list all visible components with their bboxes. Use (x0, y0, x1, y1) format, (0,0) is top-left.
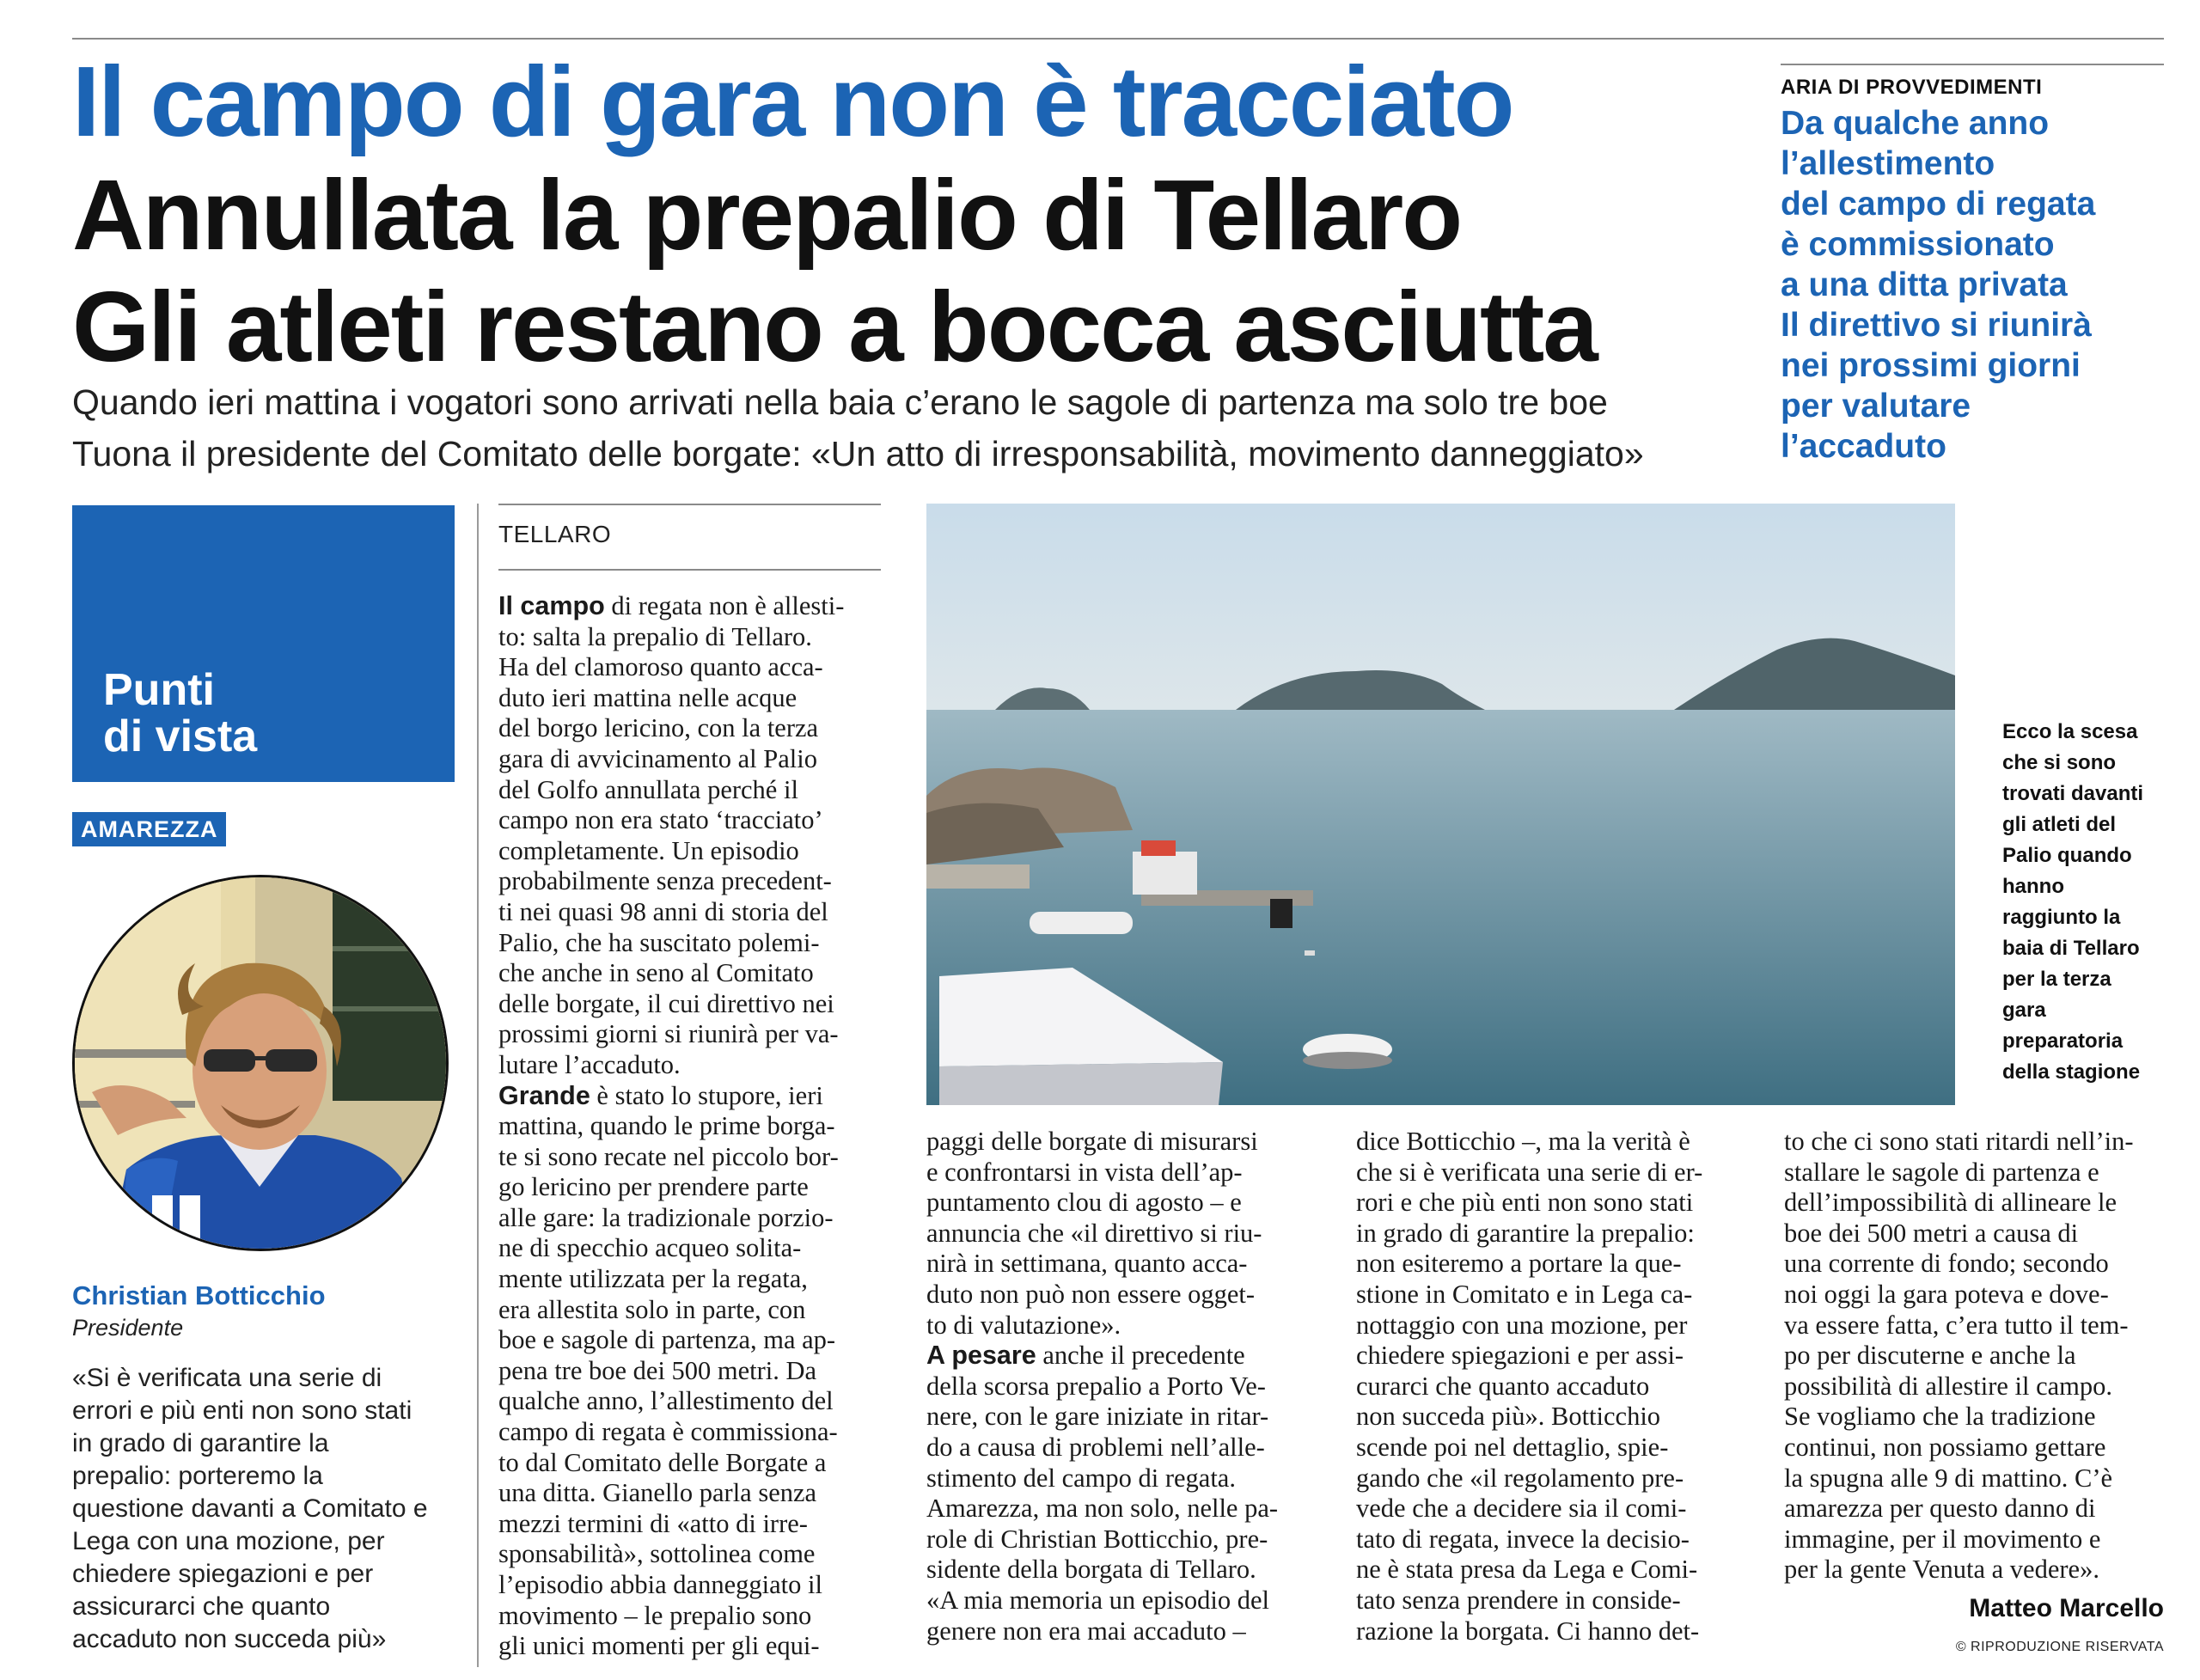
article-line (498, 897, 881, 928)
article-line-text: to di valutazione». (926, 1310, 1121, 1340)
article-line (498, 1386, 881, 1417)
article-line (1784, 1249, 2166, 1280)
article-line-text: nere, con le gare iniziate in ritar- (926, 1402, 1269, 1432)
article-line-text: ti nei quasi 98 anni di storia del (498, 896, 828, 926)
article-line-text: pena tre boe dei 500 metri. Da (498, 1355, 817, 1385)
article-line-text: del borgo lericino, con la terza (498, 713, 819, 743)
article-line (498, 1356, 881, 1387)
article-line-text: completamente. Un episodio (498, 835, 799, 865)
article-line-text: noi oggi la gara poteva e dove- (1784, 1279, 2109, 1309)
quote-line: prepalio: porteremo la (72, 1462, 323, 1490)
article-line-text: annuncia che «il direttivo si riu- (926, 1218, 1262, 1248)
article-line (1356, 1249, 1739, 1280)
sidebar-box-kicker: ARIA DI PROVVEDIMENTI (1781, 76, 2043, 99)
article-line-text: in grado di garantire la prepalio: (1356, 1218, 1695, 1248)
article-column-1 (498, 591, 881, 1662)
article-line-text: campo di regata è commissiona- (498, 1417, 838, 1447)
dateline-rule-bottom (498, 569, 881, 571)
article-line (498, 1142, 881, 1173)
article-line-text: duto non può non essere ogget- (926, 1279, 1256, 1309)
article-line-text: va essere fatta, c’era tutto il tem- (1784, 1310, 2129, 1340)
photo-caption (2002, 717, 2157, 1088)
article-line (926, 1280, 1309, 1310)
paragraph-lead: A pesare (926, 1341, 1036, 1371)
article-line (1784, 1402, 2166, 1433)
article-line (498, 1172, 881, 1203)
article-line (1784, 1127, 2166, 1158)
quote-line: assicurarci che quanto (72, 1592, 331, 1621)
article-line (498, 1203, 881, 1234)
caption-line: della stagione (2002, 1060, 2141, 1084)
sidebar-box-rule (1781, 64, 2164, 65)
article-line (498, 1081, 881, 1112)
article-line-text: per la gente Venuta a vedere». (1784, 1555, 2099, 1585)
caption-line: trovati davanti (2002, 782, 2144, 805)
article-line (1356, 1616, 1739, 1647)
article-line-text: mezzi termini di «atto di irre- (498, 1508, 808, 1538)
article-line (1356, 1371, 1739, 1402)
article-line (1356, 1555, 1739, 1585)
article-line (926, 1371, 1309, 1402)
person-role: Presidente (72, 1315, 184, 1341)
quote-line: Lega con una mozione, per (72, 1527, 385, 1555)
article-line (498, 1631, 881, 1662)
article-line (1356, 1341, 1739, 1371)
article-line-text: paggi delle borgate di misurarsi (926, 1127, 1258, 1156)
article-line (926, 1127, 1309, 1158)
article-column-3 (1356, 1127, 1739, 1646)
article-line (926, 1341, 1309, 1371)
article-line (498, 744, 881, 775)
article-line (926, 1310, 1309, 1341)
article-line-text: scende poi nel dettaglio, spie- (1356, 1432, 1669, 1462)
article-line (1784, 1371, 2166, 1402)
article-line-text: genere non era mai accaduto – (926, 1616, 1246, 1646)
article-line-text: qualche anno, l’allestimento del (498, 1386, 834, 1416)
article-line (1784, 1433, 2166, 1463)
article-line-text: la spugna alle 9 di mattino. C’è (1784, 1463, 2113, 1493)
quote-line: «Si è verificata una serie di (72, 1364, 382, 1392)
article-line-text: tato senza prendere in conside- (1356, 1585, 1681, 1615)
sidebar-box-line: è commissionato (1781, 226, 2055, 263)
article-line (498, 805, 881, 836)
article-line-text: sidente della borgata di Tellaro. (926, 1555, 1256, 1585)
article-line (1356, 1524, 1739, 1555)
article-line-text: e confrontarsi in vista dell’ap- (926, 1157, 1243, 1187)
avatar (72, 875, 449, 1251)
article-line (498, 836, 881, 867)
article-line (1356, 1188, 1739, 1219)
caption-line: Palio quando (2002, 844, 2132, 867)
article-line (1356, 1402, 1739, 1433)
harbor-photo (926, 504, 1955, 1105)
article-line (498, 1325, 881, 1356)
subheadline-line-1: Quando ieri mattina i vogatori sono arrivati nella baia c’erano le sagole di partenza ma solo tre boe (72, 382, 1608, 422)
article-line-text: del Golfo annullata perché il (498, 774, 798, 804)
article-line (926, 1494, 1309, 1524)
article-line-text: movimento – le prepalio sono (498, 1600, 812, 1630)
article-line-text: della scorsa prepalio a Porto Ve- (926, 1371, 1266, 1401)
article-line-text: to che ci sono stati ritardi nell’in- (1784, 1127, 2134, 1156)
subheadline-line-2: Tuona il presidente del Comitato delle borgate: «Un atto di irresponsabilità, movimento danneggiato» (72, 434, 1644, 473)
article-line (498, 713, 881, 744)
article-line (498, 1111, 881, 1142)
article-line (1784, 1188, 2166, 1219)
portrait-photo (75, 877, 449, 1251)
quote-line: questione davanti a Comitato e (72, 1494, 428, 1523)
article-line (926, 1616, 1309, 1647)
sidebar-box-line: Il direttivo si riunirà (1781, 307, 2092, 344)
article-photo (926, 504, 1955, 1105)
article-line-text: tato di regata, invece la decisio- (1356, 1524, 1690, 1554)
article-line-text: era allestita solo in parte, con (498, 1294, 806, 1324)
article-line-text: mattina, quando le prime borga- (498, 1111, 835, 1141)
headline-kicker: Il campo di gara non è tracciato (72, 46, 1513, 157)
article-line (1784, 1494, 2166, 1524)
column-divider (477, 504, 479, 1667)
article-line (1784, 1524, 2166, 1555)
article-line-text: vede che a decidere sia il comi- (1356, 1494, 1687, 1524)
article-line (926, 1433, 1309, 1463)
article-line-text: Se vogliamo che la tradizione (1784, 1402, 2096, 1432)
headline-line-3: Gli atleti restano a bocca asciutta (72, 271, 1597, 382)
article-line (1784, 1463, 2166, 1494)
article-line (498, 1295, 881, 1326)
article-line (1784, 1280, 2166, 1310)
article-column-2 (926, 1127, 1309, 1646)
caption-line: preparatoria (2002, 1029, 2124, 1053)
article-line-text: Ha del clamoroso quanto acca- (498, 652, 823, 682)
quote-line: errori e più enti non sono stati (72, 1396, 412, 1425)
article-line-text: una corrente di fondo; secondo (1784, 1249, 2109, 1279)
article-line-text: stallare le sagole di partenza e (1784, 1157, 2099, 1187)
article-line (498, 1570, 881, 1601)
article-line (498, 1417, 881, 1448)
article-line-text: ne è stata presa da Lega e Comi- (1356, 1555, 1698, 1585)
person-name: Christian Botticchio (72, 1280, 326, 1310)
article-line-text: sponsabilità», sottolinea come (498, 1539, 816, 1569)
article-line-text: gara di avvicinamento al Palio (498, 743, 817, 773)
article-line-text: è stato lo stupore, ieri (590, 1080, 823, 1110)
article-line-text: duto ieri mattina nelle acque (498, 682, 798, 712)
article-line-text: boe dei 500 metri a causa di (1784, 1218, 2079, 1248)
caption-line: per la terza (2002, 968, 2111, 991)
article-line-text: anche il precedente (1036, 1341, 1245, 1371)
opinion-section-title (103, 667, 257, 760)
paragraph-lead: Il campo (498, 591, 605, 620)
article-line (1784, 1555, 2166, 1585)
caption-line: baia di Tellaro (2002, 937, 2140, 960)
dateline: TELLARO (498, 521, 612, 547)
article-line (1356, 1280, 1739, 1310)
article-line-text: gando che «il regolamento pre- (1356, 1463, 1684, 1493)
article-line-text: di regata non è allesti- (604, 591, 845, 620)
article-line-text: che anche in seno al Comitato (498, 958, 814, 988)
caption-line: che si sono (2002, 751, 2117, 774)
article-line (498, 1601, 881, 1632)
article-line-text: rori e che più enti non sono stati (1356, 1188, 1694, 1218)
dateline-rule (498, 504, 881, 505)
article-line-text: go lericino per prendere parte (498, 1172, 809, 1202)
article-line (498, 1539, 881, 1570)
quote-line: accaduto non succeda più» (72, 1625, 387, 1653)
article-line (1356, 1219, 1739, 1249)
caption-line: gli atleti del (2002, 813, 2117, 836)
article-line-text: prossimi giorni si riunirà per va- (498, 1019, 839, 1049)
article-line (926, 1158, 1309, 1188)
article-line (1356, 1158, 1739, 1188)
caption-line: raggiunto la (2002, 906, 2121, 929)
article-line-text: non succeda più». Botticchio (1356, 1402, 1661, 1432)
article-line-text: ne di specchio acqueo solita- (498, 1233, 802, 1263)
article-line-text: non esiteremo a portare la que- (1356, 1249, 1682, 1279)
article-line-text: campo non era stato ‘tracciato’ (498, 805, 823, 835)
article-line (1784, 1219, 2166, 1249)
opinion-section-header (72, 505, 455, 782)
article-line-text: chiedere spiegazioni e per assi- (1356, 1341, 1684, 1371)
article-line-text: delle borgate, il cui direttivo nei (498, 988, 834, 1018)
caption-line: hanno (2002, 875, 2064, 898)
article-line-text: stimento del campo di regata. (926, 1463, 1236, 1493)
opinion-section-title-line-1: Punti (103, 665, 215, 715)
article-line (1356, 1463, 1739, 1494)
article-line (1784, 1310, 2166, 1341)
article-line-text: che si è verificata una serie di er- (1356, 1157, 1703, 1187)
article-line (1784, 1341, 2166, 1371)
article-line (498, 1448, 881, 1479)
article-line-text: nottaggio con una mozione, per (1356, 1310, 1688, 1340)
article-line-text: l’episodio abbia danneggiato il (498, 1570, 822, 1599)
author-byline: Matteo Marcello (1969, 1594, 2164, 1622)
article-line-text: gli unici momenti per gli equi- (498, 1631, 820, 1661)
article-line (498, 928, 881, 959)
quote-line: chiedere spiegazioni e per (72, 1560, 374, 1588)
article-line-text: amarezza per questo danno di (1784, 1494, 2096, 1524)
article-line-text: possibilità di allestire il campo. (1784, 1371, 2113, 1401)
sidebar-box-line: del campo di regata (1781, 186, 2096, 223)
article-line (926, 1524, 1309, 1555)
article-line-text: to: salta la prepalio di Tellaro. (498, 621, 812, 651)
article-line (926, 1402, 1309, 1433)
article-line (1356, 1433, 1739, 1463)
opinion-tag: AMAREZZA (72, 812, 226, 846)
article-line (498, 1050, 881, 1081)
article-line (1356, 1585, 1739, 1616)
article-line-text: continui, non possiamo gettare (1784, 1432, 2106, 1462)
article-line-text: razione la borgata. Ci hanno det- (1356, 1616, 1700, 1646)
copyright-notice: © RIPRODUZIONE RISERVATA (1955, 1640, 2164, 1654)
article-column-4 (1784, 1127, 2166, 1585)
article-line (1784, 1158, 2166, 1188)
article-line (498, 652, 881, 683)
article-line-text: nirà in settimana, quanto acca- (926, 1249, 1248, 1279)
article-line-text: stione in Comitato e in Lega ca- (1356, 1279, 1693, 1309)
headline-line-2: Annullata la prepalio di Tellaro (72, 159, 1462, 271)
article-line (926, 1585, 1309, 1616)
opinion-quote (72, 1362, 455, 1656)
article-line (926, 1555, 1309, 1585)
top-rule (72, 38, 2164, 40)
article-line (498, 866, 881, 897)
article-line-text: Palio, che ha suscitato polemi- (498, 927, 820, 957)
article-line-text: to dal Comitato delle Borgate a (498, 1447, 827, 1477)
article-line (498, 591, 881, 622)
quote-line: in grado di garantire la (72, 1429, 329, 1457)
article-line-text: do a causa di problemi nell’alle- (926, 1432, 1265, 1462)
paragraph-lead: Grande (498, 1080, 590, 1110)
sidebar-box-line: l’allestimento (1781, 145, 1995, 182)
article-line-text: probabilmente senza precedent- (498, 866, 832, 896)
article-line (498, 622, 881, 653)
article-line (926, 1188, 1309, 1219)
caption-line: gara (2002, 999, 2046, 1022)
article-line-text: puntamento clou di agosto – e (926, 1188, 1242, 1218)
article-line-text: mente utilizzata per la regata, (498, 1264, 808, 1294)
article-line (498, 958, 881, 989)
article-line-text: alle gare: la tradizionale porzio- (498, 1202, 834, 1232)
article-line-text: role di Christian Botticchio, pre- (926, 1524, 1268, 1554)
article-line (498, 1509, 881, 1540)
sidebar-box-line: per valutare (1781, 388, 1971, 425)
article-line (498, 1478, 881, 1509)
article-line-text: immagine, per il movimento e (1784, 1524, 2101, 1554)
article-line-text: dice Botticchio –, ma la verità è (1356, 1127, 1690, 1156)
article-line-text: lutare l’accaduto. (498, 1049, 681, 1079)
article-line (1356, 1494, 1739, 1524)
article-line-text: boe e sagole di partenza, ma ap- (498, 1325, 836, 1355)
article-line (1356, 1310, 1739, 1341)
article-line (498, 683, 881, 714)
sidebar-box-line: a una ditta privata (1781, 266, 2068, 303)
article-line-text: Amarezza, ma non solo, nelle pa- (926, 1494, 1279, 1524)
article-line (1356, 1127, 1739, 1158)
article-line (498, 1233, 881, 1264)
article-line-text: dell’impossibilità di allineare le (1784, 1188, 2118, 1218)
article-line (498, 775, 881, 806)
sidebar-box-line: l’accaduto (1781, 428, 1946, 465)
article-line-text: po per discuterne e anche la (1784, 1341, 2076, 1371)
sidebar-box-line: nei prossimi giorni (1781, 347, 2081, 384)
article-line-text: «A mia memoria un episodio del (926, 1585, 1269, 1615)
sidebar-box-text (1781, 103, 2164, 467)
article-line (498, 1264, 881, 1295)
article-line (926, 1249, 1309, 1280)
article-line (498, 989, 881, 1020)
article-line-text: te si sono recate nel piccolo bor- (498, 1141, 839, 1171)
caption-line: Ecco la scesa (2002, 720, 2138, 743)
article-line (498, 1019, 881, 1050)
article-line (926, 1219, 1309, 1249)
article-line-text: curarci che quanto accaduto (1356, 1371, 1650, 1401)
sidebar-box-line: Da qualche anno (1781, 105, 2050, 142)
opinion-section-title-line-2: di vista (103, 712, 258, 761)
article-line (926, 1463, 1309, 1494)
article-line-text: una ditta. Gianello parla senza (498, 1478, 817, 1508)
